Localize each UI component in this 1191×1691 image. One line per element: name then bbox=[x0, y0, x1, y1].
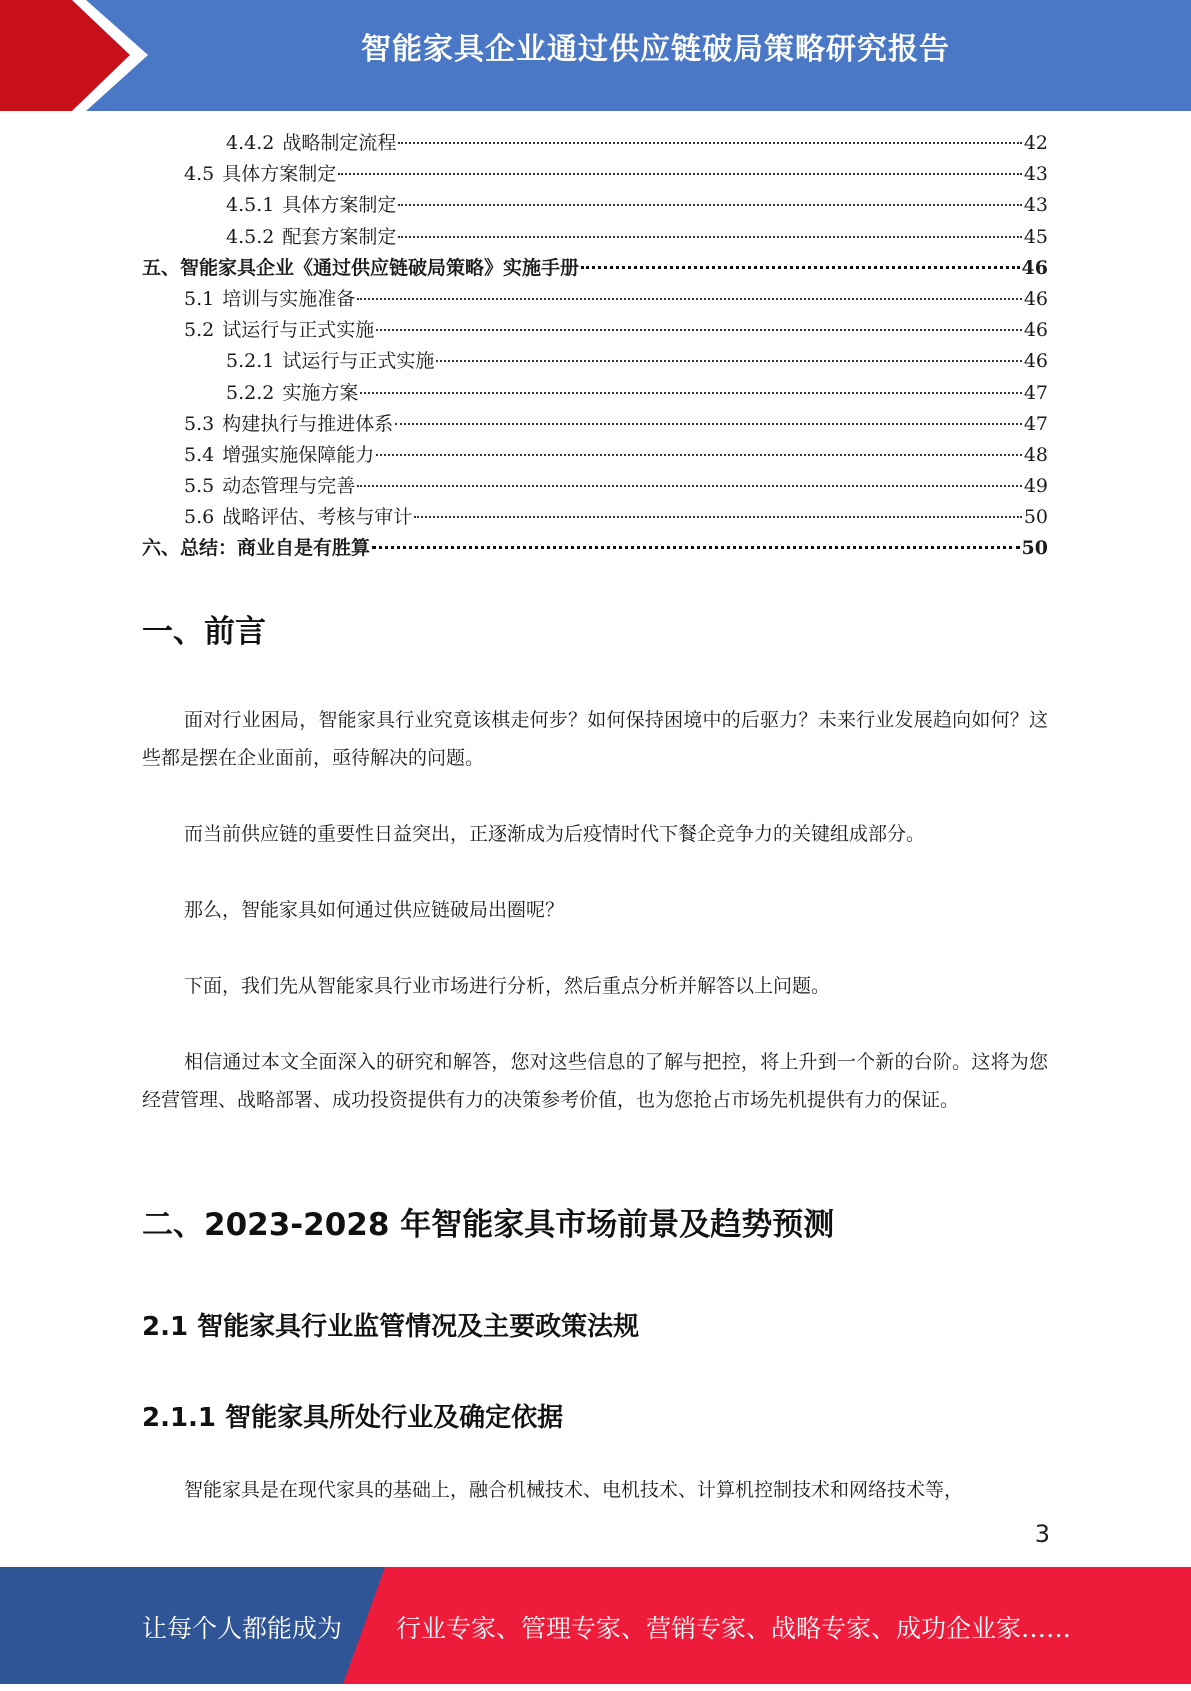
toc-entry-page: 50 bbox=[1021, 537, 1048, 560]
toc-entry-page: 45 bbox=[1023, 225, 1048, 248]
toc-entry-number: 4.5 bbox=[184, 163, 215, 186]
toc-entry-page: 46 bbox=[1021, 256, 1048, 279]
toc-dot-leader bbox=[398, 142, 1021, 144]
toc-dot-leader bbox=[414, 516, 1022, 518]
paragraph-5: 相信通过本文全面深入的研究和解答，您对这些信息的了解与把控，将上升到一个新的台阶。这将为您经营管理、战略部署、成功投资提供有力的决策参考价值，也为您抢占市场先机提供有力的保证。 bbox=[142, 1051, 1048, 1111]
toc-entry-number: 5.4 bbox=[184, 443, 215, 466]
toc-entry[interactable] bbox=[142, 284, 1048, 315]
paragraph-6: 智能家具是在现代家具的基础上，融合机械技术、电机技术、计算机控制技术和网络技术等， bbox=[184, 1479, 964, 1501]
toc-entry[interactable] bbox=[142, 159, 1048, 190]
toc-entry-title: 战略评估、考核与审计 bbox=[222, 506, 413, 529]
toc-entry-title: 战略制定流程 bbox=[282, 132, 397, 154]
toc-entry-title: 具体方案制定 bbox=[222, 163, 337, 186]
chapter-1-heading: 一、前言 bbox=[142, 614, 266, 650]
toc-entry[interactable] bbox=[142, 409, 1048, 440]
toc-dot-leader bbox=[581, 266, 1020, 269]
toc-entry[interactable] bbox=[142, 346, 1048, 377]
chapter-2-heading: 二、2023-2028 年智能家具市场前景及趋势预测 bbox=[142, 1207, 835, 1243]
toc-entry-page: 43 bbox=[1023, 163, 1048, 186]
paragraph-2: 而当前供应链的重要性日益突出，正逐渐成为后疫情时代下餐企竞争力的关键组成部分。 bbox=[184, 823, 926, 845]
toc-entry-page: 50 bbox=[1023, 506, 1048, 529]
toc-entry-title: 构建执行与推进体系 bbox=[222, 412, 394, 435]
toc-entry[interactable] bbox=[142, 253, 1048, 284]
toc-dot-leader bbox=[372, 546, 1020, 549]
toc-entry-page: 49 bbox=[1023, 475, 1048, 498]
toc-entry-number: 5.5 bbox=[184, 475, 215, 498]
paragraph-4: 下面，我们先从智能家具行业市场进行分析，然后重点分析并解答以上问题。 bbox=[184, 975, 831, 997]
toc-entry-number: 5.3 bbox=[184, 412, 215, 435]
toc-entry[interactable] bbox=[142, 471, 1048, 502]
page-footer bbox=[0, 1567, 1191, 1684]
toc-entry-title: 具体方案制定 bbox=[282, 194, 397, 217]
toc-entry-title: 配套方案制定 bbox=[282, 225, 397, 248]
toc-dot-leader bbox=[398, 204, 1021, 206]
toc-entry[interactable] bbox=[142, 222, 1048, 253]
toc-entry-page: 47 bbox=[1023, 412, 1048, 435]
toc-entry[interactable] bbox=[142, 502, 1048, 533]
toc-entry-title: 培训与实施准备 bbox=[222, 287, 356, 310]
toc-entry-number: 5.1 bbox=[184, 287, 215, 310]
toc-dot-leader bbox=[398, 236, 1021, 238]
section-2-1-heading: 2.1 智能家具行业监管情况及主要政策法规 bbox=[142, 1312, 640, 1342]
toc-entry-title: 增强实施保障能力 bbox=[222, 443, 375, 466]
toc-dot-leader bbox=[376, 329, 1022, 331]
toc-entry-title: 试运行与正式实施 bbox=[222, 319, 375, 342]
toc-dot-leader bbox=[357, 298, 1022, 300]
toc-entry-page: 42 bbox=[1023, 132, 1048, 154]
toc-entry-title: 五、智能家具企业《通过供应链破局策略》实施手册 bbox=[142, 256, 580, 279]
toc-entry-number: 4.5.2 bbox=[226, 225, 275, 248]
paragraph-3: 那么，智能家具如何通过供应链破局出圈呢？ bbox=[184, 899, 565, 921]
toc-dot-leader bbox=[357, 485, 1022, 487]
footer-slogan-left: 让每个人都能成为 bbox=[142, 1614, 343, 1643]
toc-entry-number: 5.2.1 bbox=[226, 350, 275, 373]
toc-entry-page: 46 bbox=[1023, 287, 1048, 310]
toc-entry[interactable] bbox=[142, 190, 1048, 221]
table-of-contents bbox=[142, 128, 1048, 565]
toc-entry-title: 试运行与正式实施 bbox=[282, 350, 435, 373]
report-title: 智能家具企业通过供应链破局策略研究报告 bbox=[361, 32, 950, 67]
toc-entry[interactable] bbox=[142, 378, 1048, 409]
toc-entry-page: 48 bbox=[1023, 443, 1048, 466]
toc-dot-leader bbox=[395, 423, 1022, 425]
toc-entry-page: 47 bbox=[1023, 381, 1048, 404]
page-number: 3 bbox=[1034, 1520, 1050, 1548]
toc-dot-leader bbox=[436, 360, 1021, 362]
toc-entry-number: 5.2.2 bbox=[226, 381, 275, 404]
toc-entry-page: 43 bbox=[1023, 194, 1048, 217]
footer-slogan-right: 行业专家、管理专家、营销专家、战略专家、成功企业家…… bbox=[396, 1614, 1072, 1643]
toc-dot-leader bbox=[360, 392, 1021, 394]
toc-dot-leader bbox=[338, 173, 1022, 175]
toc-entry[interactable] bbox=[142, 128, 1048, 159]
toc-entry-title: 实施方案 bbox=[282, 381, 359, 404]
toc-entry[interactable] bbox=[142, 533, 1048, 564]
toc-entry[interactable] bbox=[142, 315, 1048, 346]
toc-entry-title: 动态管理与完善 bbox=[222, 475, 356, 498]
toc-entry-number: 4.4.2 bbox=[226, 132, 275, 154]
paragraph-1: 面对行业困局，智能家具行业究竟该棋走何步？如何保持困境中的后驱力？未来行业发展趋向如何？这些都是摆在企业面前，亟待解决的问题。 bbox=[142, 709, 1048, 769]
toc-entry-title: 六、总结：商业自是有胜算 bbox=[142, 537, 371, 560]
toc-dot-leader bbox=[376, 454, 1022, 456]
toc-entry[interactable] bbox=[142, 440, 1048, 471]
toc-entry-number: 5.2 bbox=[184, 319, 215, 342]
section-2-1-1-heading: 2.1.1 智能家具所处行业及确定依据 bbox=[142, 1403, 564, 1433]
toc-entry-number: 5.6 bbox=[184, 506, 215, 529]
toc-entry-page: 46 bbox=[1023, 319, 1048, 342]
toc-entry-page: 46 bbox=[1023, 350, 1048, 373]
toc-entry-number: 4.5.1 bbox=[226, 194, 275, 217]
page-header bbox=[0, 0, 1191, 111]
